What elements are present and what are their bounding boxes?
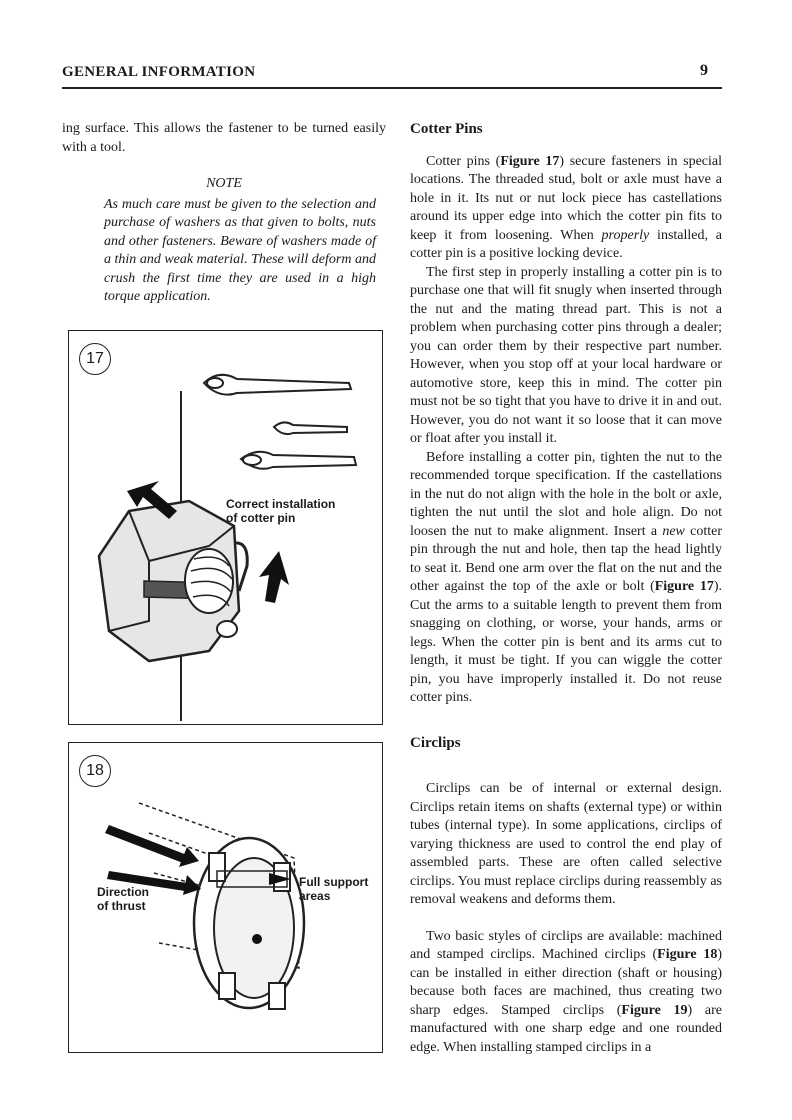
- circlips-heading: Circlips: [410, 734, 461, 751]
- figure-18-number: 18: [79, 755, 111, 787]
- figure-17-caption-line2: of cotter pin: [226, 511, 296, 525]
- circlips-paragraph-2: Two basic styles of circlips are available: machined and stamped circlips. Machined circlips (Figure 18) can be installed in either direction (shaft or housing) because both faces are machined, thus creating two sharp edges. Stamped circlips (Figure 19) are manufactured with one sharp edge and one rounded edge. When installing stamped circlips in a: [410, 928, 722, 1055]
- arrow-icon: [259, 551, 289, 603]
- figure-18-reference: Figure 18: [657, 947, 718, 962]
- left-column: [62, 120, 386, 307]
- figure-18-thrust-line2: of thrust: [97, 899, 146, 913]
- figure-18-support-line2: areas: [299, 889, 331, 903]
- figure-18: [68, 742, 383, 1053]
- circlips-paragraph-1: Circlips can be of internal or external design. Circlips retain items on shafts (external type) or within tubes (internal type). In some applications, circlips of varying thickness are used to control the end play of assembled parts. These are often called selective circlips. You must replace circlips during reassembly as removal weakens and deforms them.: [410, 781, 722, 907]
- cotter-pins-icon: [204, 375, 356, 469]
- figure-17-caption-line1: Correct installation: [226, 497, 336, 511]
- cotter-paragraph-2: The first step in properly installing a cotter pin is to purchase one that will fit snugly when inserted through the nut and the mating thread part. This is not a problem when purchasing cotter pins through a dealer; you can order them by their respective part number. However, when you stop off at your local hardware or automotive store, keep this in mind. The cotter pin must not be so tight that you have to drive it in and out. However, you do not want it so loose that it can move or float after you install it.: [410, 264, 722, 446]
- figure-17: [68, 330, 383, 725]
- running-header-title: GENERAL INFORMATION: [62, 64, 256, 80]
- figure-17-reference: Figure 17: [654, 579, 714, 594]
- cotter-paragraph-3: Before installing a cotter pin, tighten the nut to the recommended torque specification. If the castellations in the nut do not align with the hole in the bolt or axle, tighten the nut until the slot and hole align. Do not loosen the nut to make alignment. Insert a new cotter pin through the nut and hole, then tap the head lightly to seat it. Bend one arm over the flat on the nut and the other against the top of the axle or bolt (Figure 17). Cut the arms to a suitable length to prevent them from snagging on clothing, or worse, your hands, arms or legs. When the cotter pin is bent and its arms cut to length, it must be tight. If you can wiggle the cotter pin, you have improperly installed it. Do not reuse cotter pins.: [410, 449, 723, 705]
- figure-18-thrust-line1: Direction: [97, 885, 150, 899]
- figure-17-number: 17: [79, 343, 111, 375]
- figure-17-reference: Figure 17: [500, 153, 560, 169]
- note-body: As much care must be given to the selection and purchase of washers as that given to bolts, nuts and other fasteners. Beware of washers made of a thin and weak material. These will deform and crush the first time they are used in a high torque application.: [104, 196, 376, 304]
- figure-18-support-line1: Full support: [299, 875, 369, 889]
- figure-19-reference: Figure 19: [621, 1002, 688, 1018]
- page-number: 9: [700, 62, 708, 79]
- intro-paragraph: ing surface. This allows the fastener to be turned easily with a tool.: [62, 121, 386, 155]
- cotter-pins-heading: Cotter Pins: [410, 121, 483, 137]
- cotter-paragraph-1: Cotter pins (Figure 17) secure fasteners in special locations. The threaded stud, bolt or axle must have a hole in it. Its nut or nut lock piece has castellations around its upper edge into which the cotter pin fits to keep it from loosening. When properly installed, a cotter pin is a positive locking device.: [410, 153, 722, 261]
- note-title: NOTE: [206, 176, 242, 191]
- header-rule: [62, 87, 722, 89]
- castellated-nut-icon: [99, 501, 247, 661]
- cotter-pin-illustration: [69, 331, 382, 724]
- right-column: [410, 120, 722, 1057]
